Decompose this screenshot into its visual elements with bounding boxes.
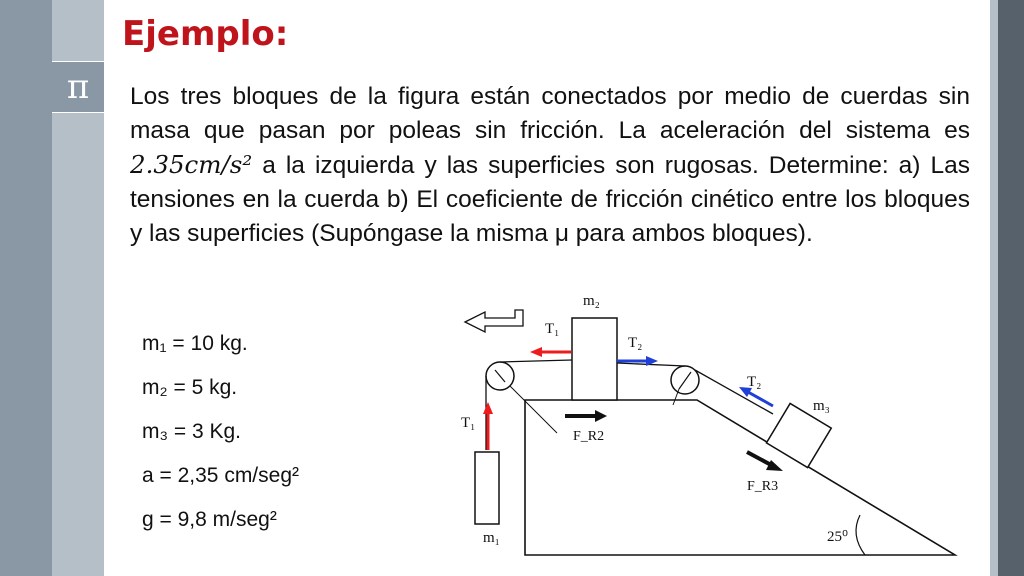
rope-top-left [500, 360, 572, 362]
left-pulley-spoke [495, 370, 505, 382]
block-m1 [475, 452, 499, 524]
data-m1: m₁ = 10 kg. [142, 332, 248, 355]
fr3-arrow [747, 452, 783, 471]
physics-figure [455, 285, 965, 570]
t1-horizontal-arrow [530, 347, 571, 357]
data-m2: m₂ = 5 kg. [142, 376, 238, 399]
block-m2 [572, 318, 617, 400]
problem-text-2: a la izquierda y las superficies son rugosas. Determine: a) Las tensiones en la cuerda b) El coeficiente de fricción cinético entre los bloques y las superficies (Supóngase la misma μ para ambos bloques). [130, 152, 970, 247]
problem-statement [130, 80, 970, 251]
left-pulley-support [510, 386, 557, 433]
label-m3: m₃ [813, 398, 830, 414]
acceleration-value: 2.35cm/s² [130, 150, 253, 179]
angle-arc [856, 515, 865, 555]
direction-arrow-icon [465, 310, 523, 332]
right-pulley-spoke [679, 372, 691, 389]
label-fr2: F_R2 [573, 429, 605, 444]
data-m3: m₃ = 3 Kg. [142, 420, 242, 443]
label-m2: m₂ [583, 293, 600, 309]
fr2-arrow [565, 410, 607, 422]
right-side-bar [998, 0, 1024, 576]
label-t2-top: T₂ [628, 335, 643, 351]
label-t1-top: T₁ [545, 321, 560, 337]
label-angle: 25⁰ [827, 529, 849, 545]
pi-icon: π [52, 61, 104, 113]
label-t2-incline: T₂ [747, 374, 762, 390]
problem-text-1: Los tres bloques de la figura están conectados por medio de cuerdas sin masa que pasan por poleas sin fricción. La aceleración del sistema es [130, 83, 970, 144]
data-acceleration: a = 2,35 cm/seg² [142, 464, 299, 487]
label-t1-left: T₁ [461, 415, 476, 431]
right-light-bar [990, 0, 998, 576]
label-m1: m₁ [483, 530, 500, 546]
data-gravity: g = 9,8 m/seg² [142, 508, 277, 531]
t1-vertical-arrow [483, 402, 493, 450]
label-fr3: F_R3 [747, 479, 779, 494]
given-data-list [142, 322, 299, 542]
slide-title: Ejemplo: [122, 14, 289, 54]
left-side-bar [0, 0, 52, 576]
table-incline [525, 400, 955, 555]
